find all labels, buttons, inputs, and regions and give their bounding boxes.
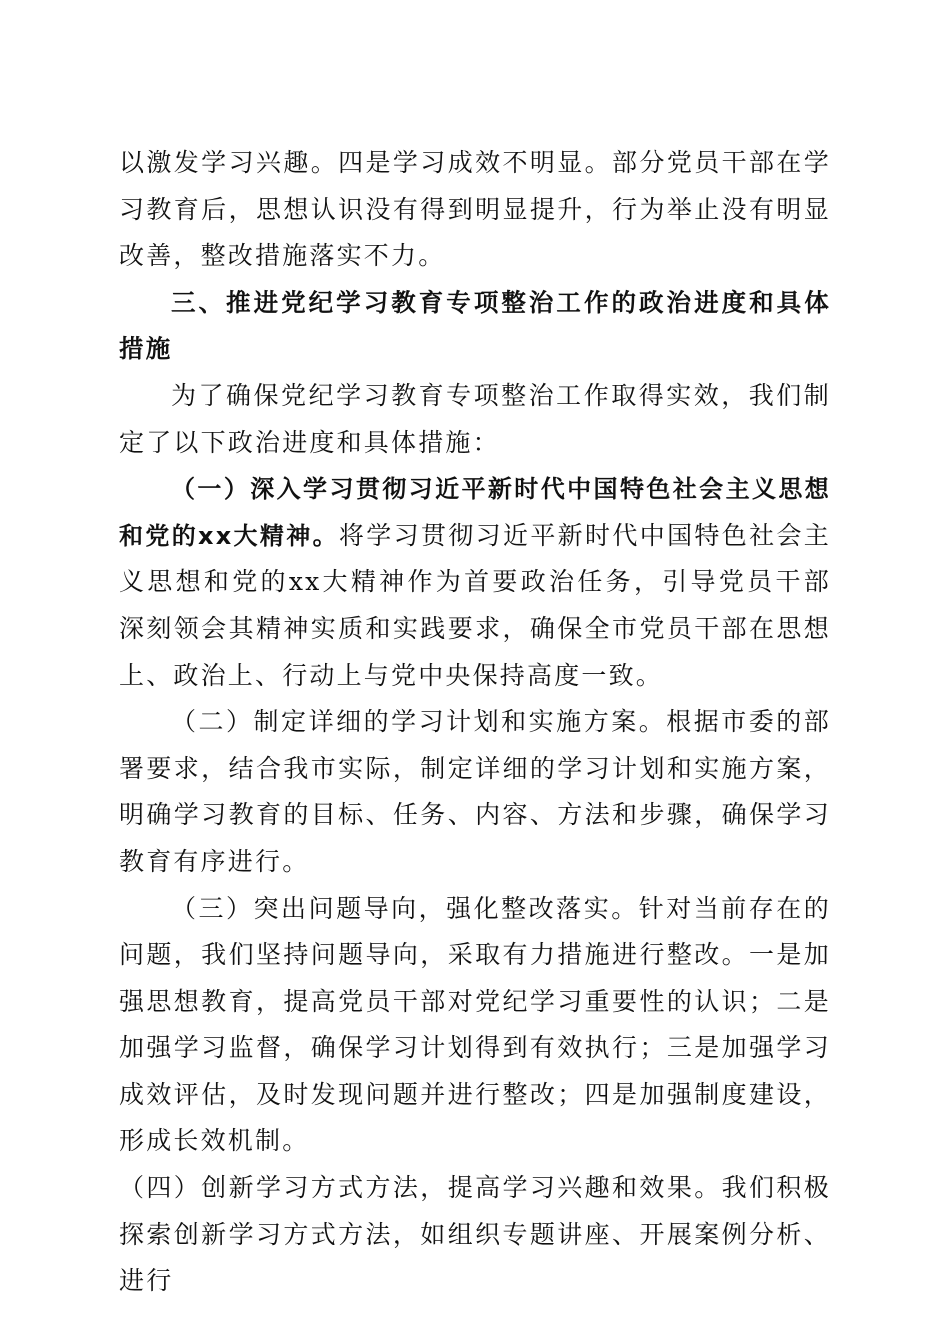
paragraph-item-two	[119, 699, 831, 885]
item-one-heading: （一）深入学习贯彻习近平新时代中国特色社会主义思想和党的xx大精神。	[119, 475, 831, 550]
paragraph-item-three	[119, 886, 831, 1166]
item-four-heading: （四）创新学习方式方法，提高学习兴趣和效果。	[119, 1173, 722, 1203]
item-three-body: 针对当前存在的问题，我们坚持问题导向，采取有力措施进行整改。一是加强思想教育，提高党员干部对党纪学习重要性的认识；二是加强学习监督，确保学习计划得到有效执行；三是加强学习成效评估，及时发现问题并进行整改；四是加强制度建设，形成长效机制。	[119, 893, 831, 1156]
document-body	[119, 140, 831, 1305]
paragraph-continuation: 以激发学习兴趣。四是学习成效不明显。部分党员干部在学习教育后，思想认识没有得到明显提升，行为举止没有明显改善，整改措施落实不力。	[119, 148, 831, 271]
item-one-body: 将学习贯彻习近平新时代中国特色社会主义思想和党的xx大精神作为首要政治任务，引导党员干部深刻领会其精神实质和实践要求，确保全市党员干部在思想上、政治上、行动上与党中央保持高度一致。	[119, 520, 831, 690]
paragraph-intro: 为了确保党纪学习教育专项整治工作取得实效，我们制定了以下政治进度和具体措施：	[119, 380, 831, 457]
section-heading-three: 三、推进党纪学习教育专项整治工作的政治进度和具体措施	[119, 287, 831, 364]
item-two-body: 根据市委的部署要求，结合我市实际，制定详细的学习计划和实施方案，明确学习教育的目标、任务、内容、方法和步骤，确保学习教育有序进行。	[119, 707, 831, 876]
paragraph-item-one	[119, 466, 831, 699]
paragraph-item-four	[119, 1165, 831, 1305]
item-three-heading: （三）突出问题导向，强化整改落实。	[171, 893, 639, 923]
item-two-heading: （二）制定详细的学习计划和实施方案。	[171, 707, 667, 737]
item-four-body: 我们积极探索创新学习方式方法，如组织专题讲座、开展案例分析、进行	[119, 1173, 831, 1296]
